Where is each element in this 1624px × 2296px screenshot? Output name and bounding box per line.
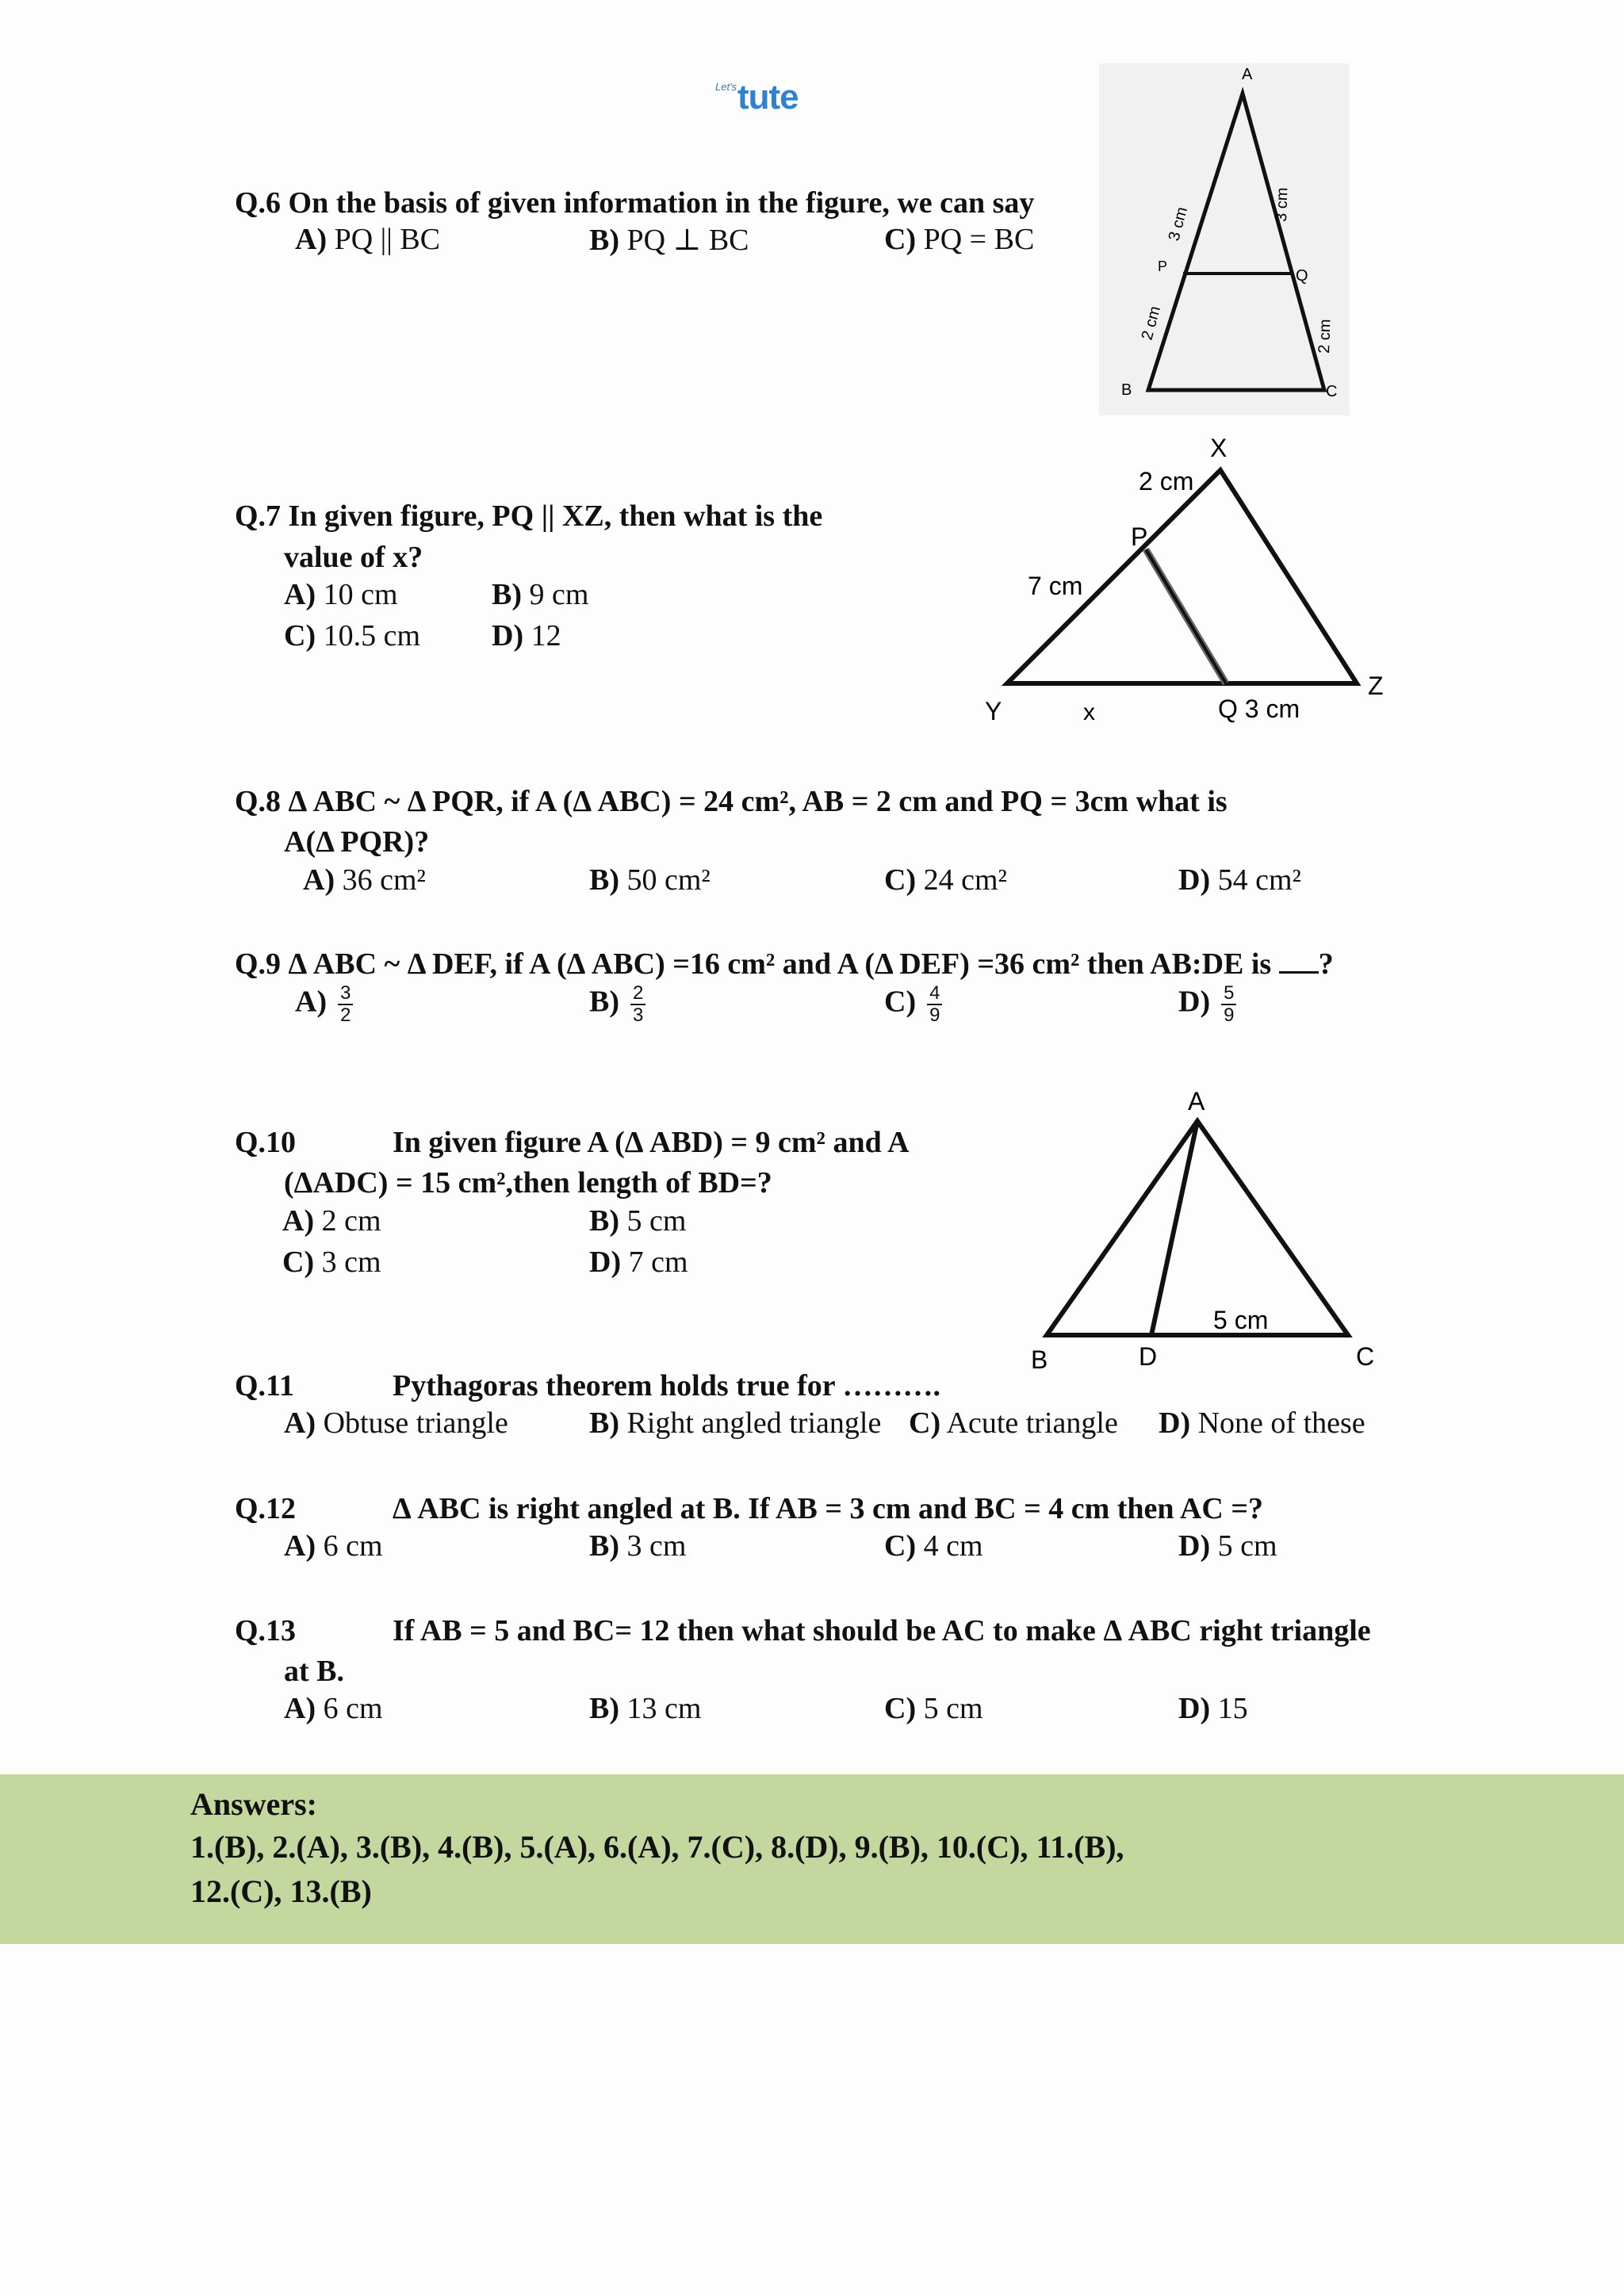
q9-option-d: D) $\frac{5}{9}$ — [1178, 983, 1236, 1026]
q6-triangle-figure — [1099, 63, 1350, 415]
q7-label-p: P — [1131, 522, 1148, 551]
q7-label-x: x — [1083, 699, 1095, 725]
q7-label-yp: 7 cm — [1028, 572, 1083, 600]
q8-stem-line2: A(Δ PQR)? — [284, 825, 430, 859]
q11-option-b: B) Right angled triangle — [589, 1406, 882, 1440]
q13-option-c: C) 5 cm — [884, 1692, 983, 1725]
q6-label-a: A — [1242, 66, 1253, 83]
answers-title: Answers: — [190, 1786, 317, 1822]
q9-option-a: A) $\frac{3}{2}$ — [295, 983, 353, 1026]
q11-option-d: D) None of these — [1159, 1406, 1365, 1440]
q7-label-z: Z — [1368, 672, 1384, 700]
q7-label-px: 2 cm — [1139, 467, 1194, 496]
q10-label-b: B — [1031, 1345, 1048, 1374]
q10-option-b: B) 5 cm — [589, 1204, 687, 1238]
q8-option-d: D) 54 cm² — [1178, 863, 1301, 897]
q12-option-b: B) 3 cm — [589, 1529, 687, 1563]
logo-main-text: tute — [737, 78, 799, 117]
q11-stem: Pythagoras theorem holds true for ………. — [393, 1369, 940, 1402]
q6-label-b: B — [1121, 381, 1132, 399]
q6-label-aq: 3 cm — [1273, 187, 1292, 223]
q8-option-a: A) 36 cm² — [303, 863, 426, 897]
q10-label-a: A — [1188, 1087, 1205, 1115]
q10-label-c: C — [1356, 1342, 1375, 1371]
q8-option-b: B) 50 cm² — [589, 863, 710, 897]
q10-number: Q.10 — [235, 1126, 297, 1159]
q12-number: Q.12 — [235, 1492, 297, 1525]
q7-option-a: A) 10 cm — [284, 578, 398, 611]
q6-option-c: C) PQ = BC — [884, 223, 1035, 256]
q13-option-b: B) 13 cm — [589, 1692, 702, 1725]
q7-option-d: D) 12 — [492, 619, 561, 652]
answers-line1: 1.(B), 2.(A), 3.(B), 4.(B), 5.(A), 6.(A), 7.(C), 8.(D), 9.(B), 10.(C), 11.(B), — [190, 1829, 1124, 1865]
q10-stem-line2: (ΔADC) = 15 cm²,then length of BD=? — [284, 1166, 772, 1200]
logo-small-text: Let's — [715, 81, 737, 93]
q13-number: Q.13 — [235, 1614, 297, 1647]
q12-option-d: D) 5 cm — [1178, 1529, 1277, 1563]
answers-line2: 12.(C), 13.(B) — [190, 1873, 372, 1909]
q7-triangle-figure — [975, 428, 1396, 729]
q10-option-c: C) 3 cm — [282, 1246, 381, 1279]
q10-option-d: D) 7 cm — [589, 1246, 688, 1279]
q9-option-c: C) $\frac{4}{9}$ — [884, 983, 942, 1026]
q6-label-ap: 3 cm — [1165, 205, 1192, 243]
q12-option-c: C) 4 cm — [884, 1529, 983, 1563]
q10-label-dc: 5 cm — [1213, 1306, 1269, 1334]
q10-option-a: A) 2 cm — [282, 1204, 381, 1238]
q13-option-d: D) 15 — [1178, 1692, 1248, 1725]
q13-stem-line1: If AB = 5 and BC= 12 then what should be AC to make Δ ABC right triangle — [393, 1614, 1371, 1647]
q9-option-b: B) $\frac{2}{3}$ — [589, 983, 645, 1026]
q7-label-q: Q 3 cm — [1218, 695, 1300, 723]
q11-option-c: C) Acute triangle — [909, 1406, 1118, 1440]
q6-label-q: Q — [1296, 267, 1308, 285]
q13-stem-line2: at B. — [284, 1655, 344, 1688]
answers-panel — [0, 1774, 1624, 1944]
q6-label-p: P — [1158, 258, 1168, 274]
q7-option-b: B) 9 cm — [492, 578, 589, 611]
q6-label-qc: 2 cm — [1316, 319, 1335, 354]
lets-tute-logo — [715, 78, 810, 125]
q7-label-x-vertex: X — [1210, 434, 1228, 462]
q7-stem-line2: value of x? — [284, 541, 423, 574]
q10-stem-line1: In given figure A (Δ ABD) = 9 cm² and A — [393, 1126, 910, 1159]
q9-blank — [1279, 947, 1319, 974]
q6-label-pb: 2 cm — [1138, 304, 1165, 342]
q6-option-a: A) PQ || BC — [295, 223, 441, 256]
q11-option-a: A) Obtuse triangle — [284, 1406, 508, 1440]
q6-option-b: B) PQ ⊥ BC — [589, 224, 749, 257]
q13-option-a: A) 6 cm — [284, 1692, 383, 1725]
q12-stem: Δ ABC is right angled at B. If AB = 3 cm and BC = 4 cm then AC =? — [393, 1492, 1263, 1525]
q11-number: Q.11 — [235, 1369, 294, 1402]
q6-stem: Q.6 On the basis of given information in the figure, we can say — [235, 186, 1035, 220]
q9-stem: Q.9 Δ ABC ~ Δ DEF, if A (Δ ABC) =16 cm² and A (Δ DEF) =36 cm² then AB:DE is ? — [235, 947, 1334, 981]
q6-label-c: C — [1326, 383, 1338, 400]
q10-triangle-figure — [1015, 1078, 1396, 1380]
q7-option-c: C) 10.5 cm — [284, 619, 421, 652]
q7-label-y: Y — [985, 697, 1002, 725]
q8-option-c: C) 24 cm² — [884, 863, 1007, 897]
q10-label-d: D — [1139, 1342, 1158, 1371]
q12-option-a: A) 6 cm — [284, 1529, 383, 1563]
q8-stem-line1: Q.8 Δ ABC ~ Δ PQR, if A (Δ ABC) = 24 cm², AB = 2 cm and PQ = 3cm what is — [235, 785, 1228, 818]
q7-stem-line1: Q.7 In given figure, PQ || XZ, then what is the — [235, 499, 823, 533]
